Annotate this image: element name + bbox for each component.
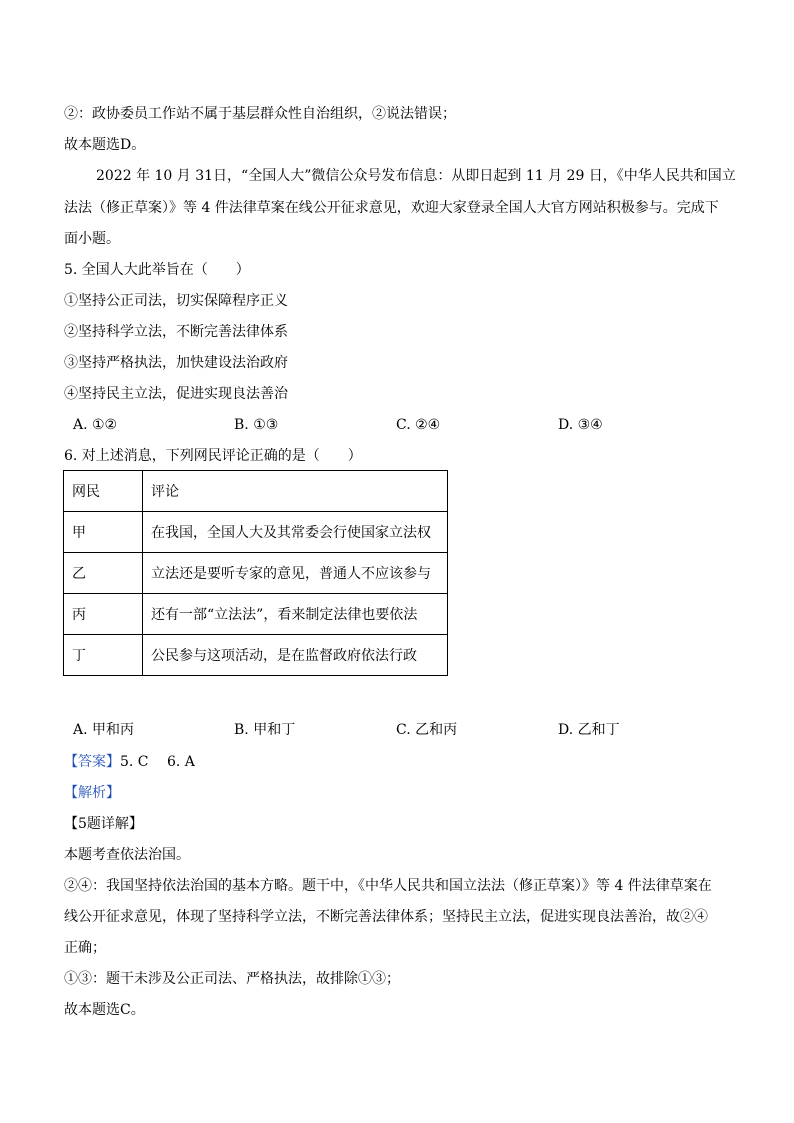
table-cell: 乙 [64,553,143,594]
q5-option-b: B. ①③ [234,417,279,433]
text-line: 故本题选D。 [64,137,146,153]
detail-line: 故本题选C。 [64,1002,145,1018]
answer-label: 【答案】 [64,754,120,770]
q5-option-a: A. ①② [73,417,118,433]
question-6-stem: 6. 对上述消息，下列网民评论正确的是（ ） [64,448,362,464]
detail-line: 正确； [64,940,106,956]
table-cell: 立法还是要听专家的意见，普通人不应该参与 [143,553,448,594]
table-cell: 甲 [64,512,143,553]
q5-item: ①坚持公正司法，切实保障程序正义 [64,293,288,309]
q6-option-b: B. 甲和丁 [234,722,296,738]
table-header-cell: 评论 [143,471,448,512]
question-5-stem: 5. 全国人大此举旨在（ ） [64,262,250,278]
passage-line: 面小题。 [64,231,120,247]
text-line: ②：政协委员工作站不属于基层群众性自治组织，②说法错误； [64,106,456,122]
detail-line: ①③：题干未涉及公正司法、严格执法，故排除①③； [64,971,400,987]
detail-line: 线公开征求意见，体现了坚持科学立法，不断完善法律体系；坚持民主立法，促进实现良法善治，故②④ [64,909,708,925]
q6-option-a: A. 甲和丙 [73,722,135,738]
detail-heading: 【5题详解】 [64,816,143,832]
table-cell: 还有一部“立法法”，看来制定法律也要依法 [143,594,448,635]
detail-line: 本题考查依法治国。 [64,847,190,863]
q6-option-d: D. 乙和丁 [558,722,620,738]
table-row [64,594,448,635]
comment-table [63,470,448,676]
table-cell: 丁 [64,635,143,676]
answer-text: 5. C 6. A [120,754,195,770]
table-cell: 丙 [64,594,143,635]
passage-line: 2022 年 10 月 31日，“全国人大”微信公众号发布信息：从即日起到 11 月 29 日，《中华人民共和国立 [96,168,736,184]
table-header-cell: 网民 [64,471,143,512]
detail-line: ②④：我国坚持依法治国的基本方略。题干中，《中华人民共和国立法法（修正草案）》等 4 件法律草案在 [64,878,712,894]
q6-option-c: C. 乙和丙 [396,722,458,738]
q5-option-c: C. ②④ [396,417,441,433]
table-row [64,635,448,676]
q5-option-d: D. ③④ [558,417,603,433]
table-row [64,553,448,594]
q5-item: ④坚持民主立法，促进实现良法善治 [64,386,288,402]
table-cell: 公民参与这项活动，是在监督政府依法行政 [143,635,448,676]
table-cell: 在我国，全国人大及其常委会行使国家立法权 [143,512,448,553]
passage-line: 法法（修正草案）》等 4 件法律草案在线公开征求意见，欢迎大家登录全国人大官方网站积极参与。完成下 [64,200,719,216]
q5-item: ②坚持科学立法，不断完善法律体系 [64,324,288,340]
answer-line [64,752,195,772]
table-row [64,512,448,553]
table-header-row [64,471,448,512]
analysis-label: 【解析】 [64,785,120,801]
q5-item: ③坚持严格执法，加快建设法治政府 [64,355,288,371]
